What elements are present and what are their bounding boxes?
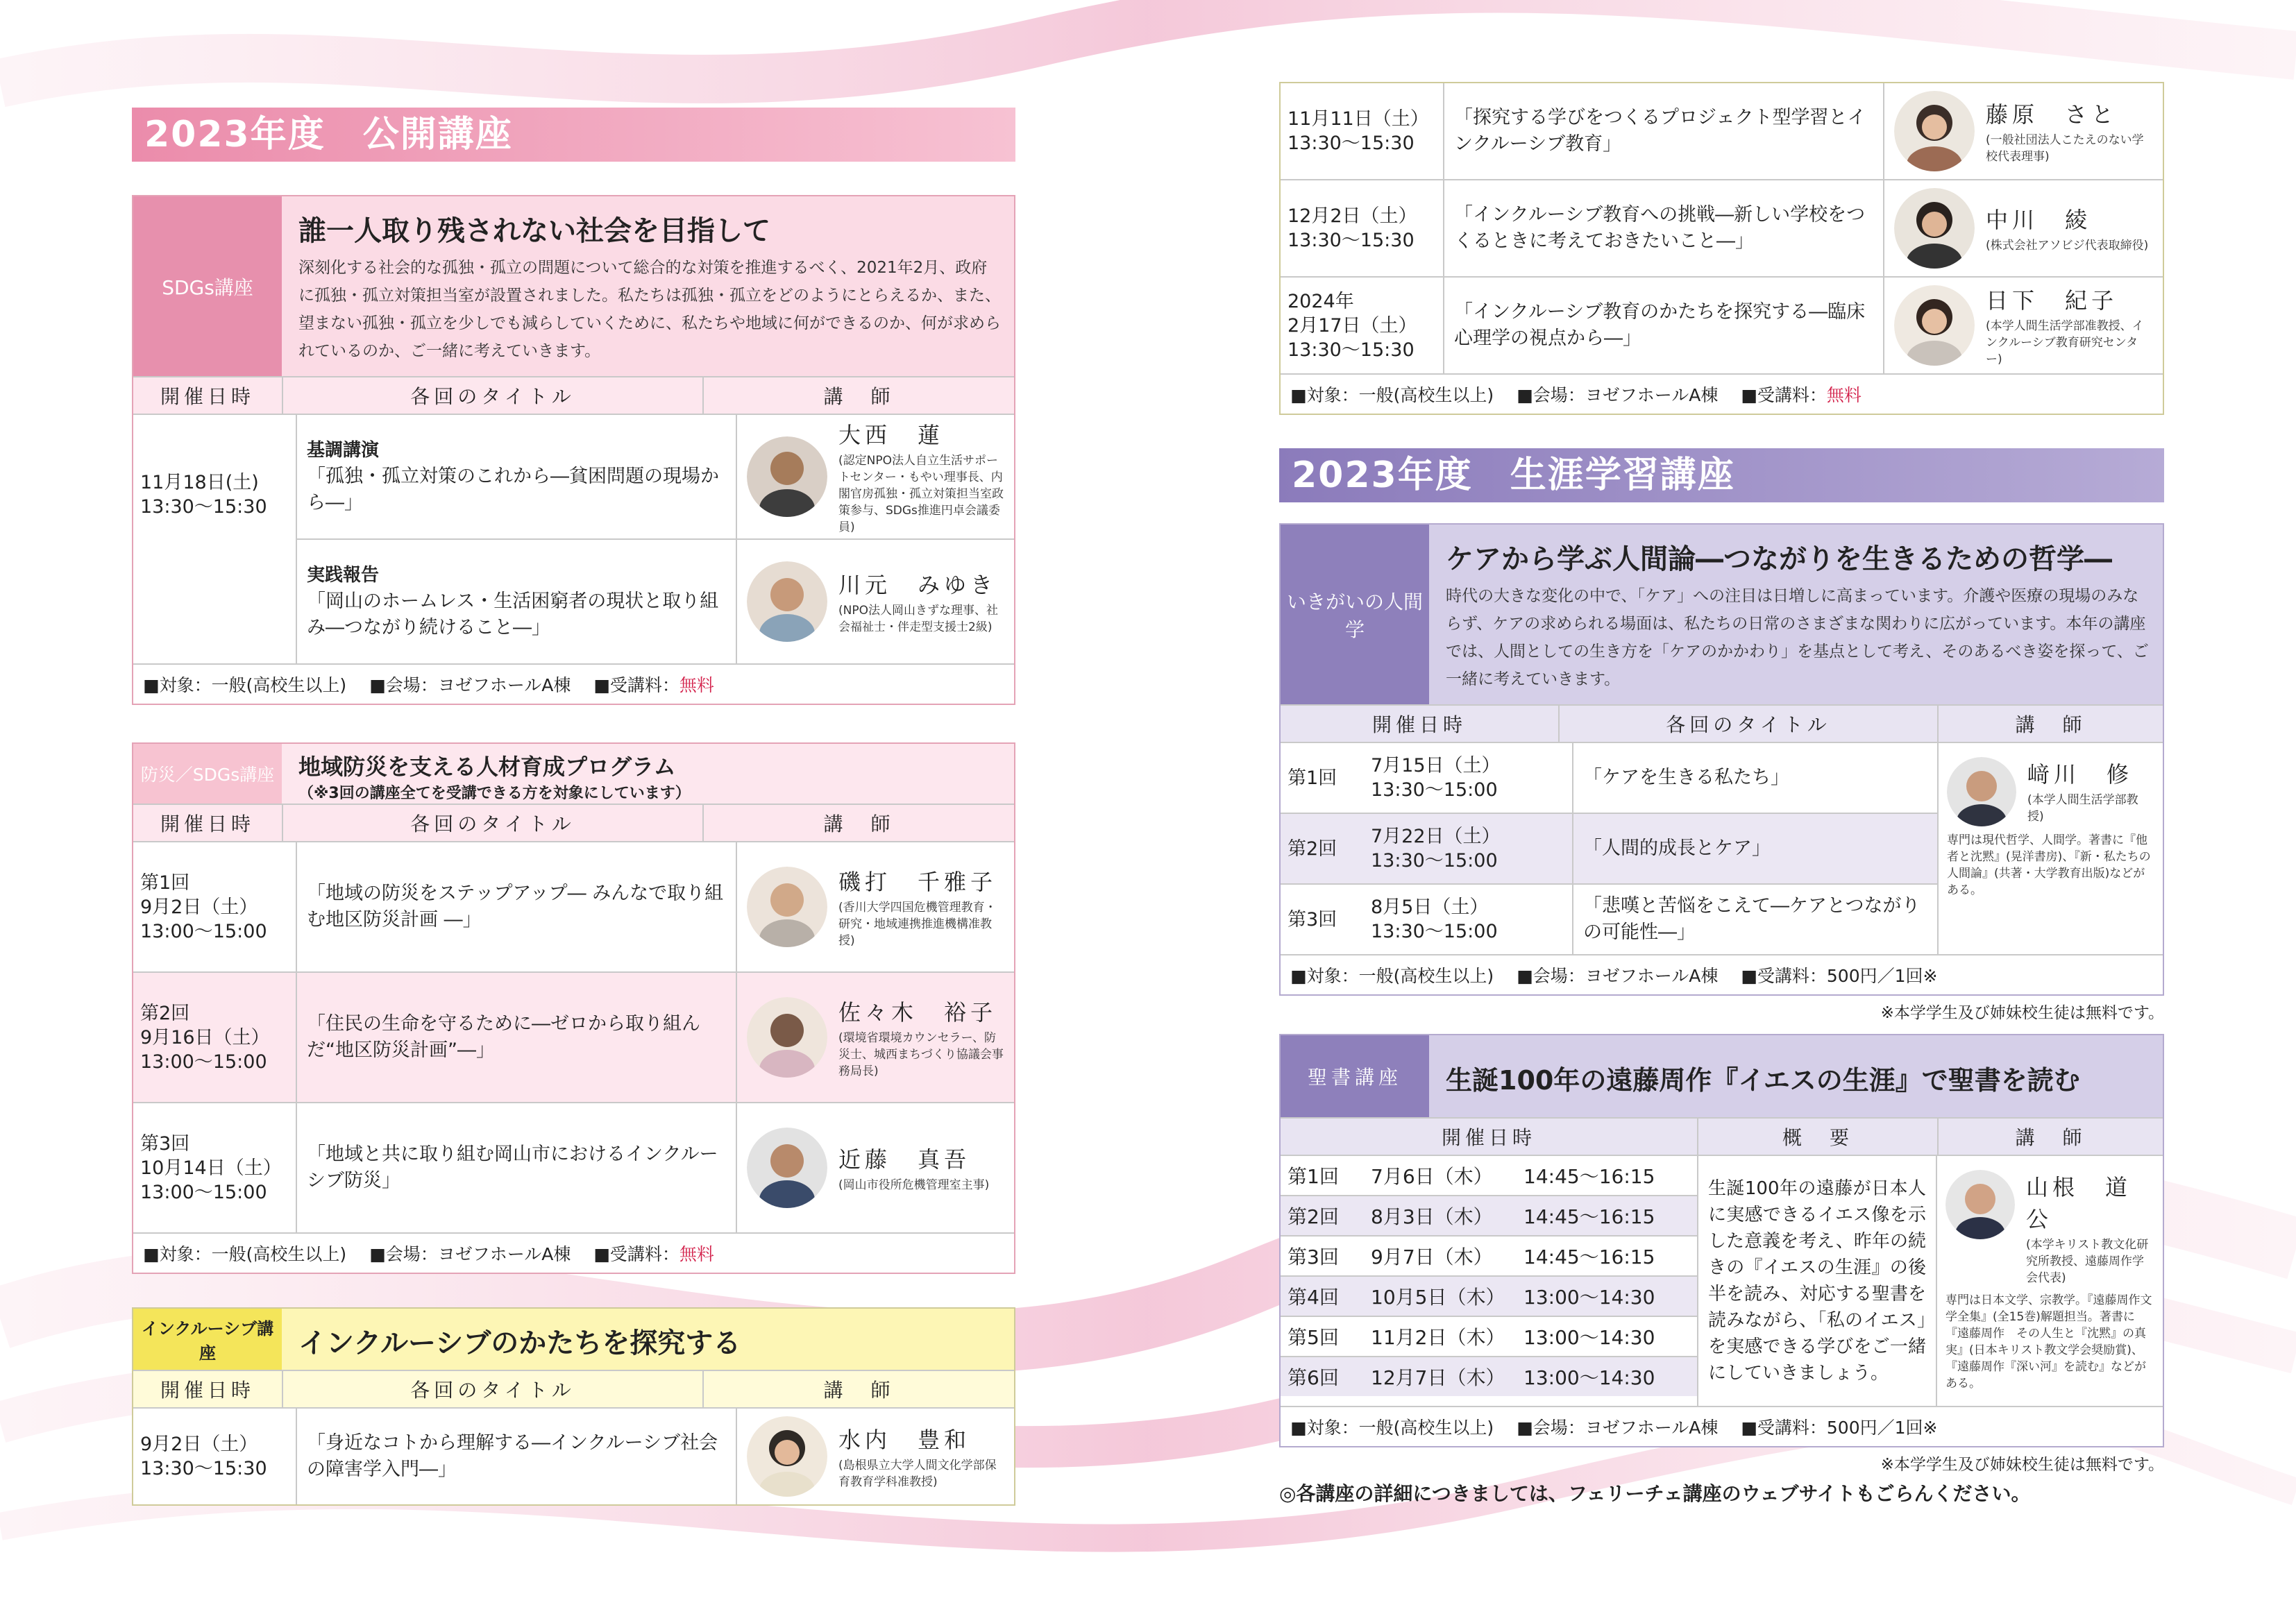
avatar [747, 1416, 827, 1497]
row-title: 「ケアを生きる私たち」 [1583, 767, 1789, 788]
row-title: 「岡山のホームレス・生活困窮者の現状と取り組み―つながり続けること―」 [307, 590, 719, 638]
fee-label: ■受講料： [593, 1244, 679, 1264]
avatar [1894, 91, 1975, 171]
table-row [133, 842, 1014, 973]
date-line: 9月2日（土） [140, 896, 258, 918]
avatar [1947, 757, 2016, 826]
lecturer-affiliation: (島根県立大学人間文化学部保育教育学科准教授) [838, 1459, 997, 1489]
bible-intro [1281, 1035, 2163, 1119]
sdgs-description: 深刻化する社会的な孤独・孤立の問題について総合的な対策を推進するべく、2021年2月、政府に孤独・孤立対策担当室が設置されました。私たちは孤独・孤立をどのようにとらえるか、また、望まない孤独・孤立を少しでも減らしていくために、私たちや地域に何ができるのか、何が求められているのか、ご一緒に考えていきます。 [298, 259, 1001, 360]
ikigai-footer [1281, 955, 2163, 994]
lecturer-name: 藤原 さと [1986, 101, 2118, 128]
sdgs-lecture-block [132, 195, 1015, 705]
row-title: 「地域と共に取り組む岡山市におけるインクルーシブ防災」 [307, 1144, 718, 1191]
date-line: 7月6日（木） [1371, 1165, 1493, 1188]
ikigai-lecturer [1937, 743, 2163, 954]
date-line: 12月2日（土） [1288, 205, 1417, 227]
table-row [1281, 814, 1937, 885]
header-lecturer: 講 師 [1937, 1119, 2163, 1155]
table-row [1281, 1317, 1697, 1357]
date-line: 8月5日（土） [1371, 897, 1489, 918]
time-line: 13:00〜15:00 [140, 1051, 267, 1073]
row-title: 「人間的成長とケア」 [1583, 838, 1771, 859]
header-lecturer: 講 師 [702, 805, 1014, 841]
time-line: 13:30〜15:00 [1371, 779, 1498, 801]
bible-table-header [1281, 1119, 2163, 1156]
target-info: ■対象：一般(高校生以上) [143, 675, 347, 695]
lecturer-affiliation: (香川大学四国危機管理教育・研究・地域連携推進機構准教授) [838, 901, 997, 948]
fee-info: ■受講料：500円／1回※ [1741, 966, 1938, 986]
bible-title: 生誕100年の遠藤周作『イエスの生涯』で聖書を読む [1446, 1065, 2080, 1096]
public-lecture-heading: 2023年度 公開講座 [132, 108, 1015, 162]
session-no: 第3回 [1288, 1246, 1339, 1268]
row-title: 「住民の生命を守るために―ゼロから取り組んだ“地区防災計画”―」 [307, 1013, 700, 1061]
inclusive-table-header [133, 1371, 1014, 1409]
header-title: 各回のタイトル [282, 805, 702, 841]
table-row [1281, 83, 2163, 180]
time-line: 13:00〜14:30 [1523, 1366, 1655, 1389]
lecturer-name: 磯打 千雅子 [838, 869, 997, 895]
lecturer-bio: 専門は現代哲学、人間学。著書に『他者と沈黙』(晃洋書房)、『新・私たちの人間論』(共著・大学教育出版)などがある。 [1947, 833, 2151, 897]
sdgs-tag: SDGs講座 [133, 196, 282, 376]
date-line: 12月7日（木） [1371, 1366, 1505, 1389]
session-no: 第1回 [1288, 1165, 1339, 1188]
date-line: 10月14日（土） [140, 1157, 282, 1179]
lecturer-name: 中川 綾 [1986, 207, 2092, 233]
venue-info: ■会場：ヨゼフホールA棟 [369, 1244, 571, 1264]
venue-info: ■会場：ヨゼフホールA棟 [1517, 966, 1719, 986]
header-date: 開催日時 [133, 377, 282, 414]
date-line: 7月15日（土） [1371, 755, 1501, 776]
sdgs-intro [133, 196, 1014, 377]
time-line: 13:00〜14:30 [1523, 1286, 1655, 1309]
date-line: 10月5日（木） [1371, 1286, 1505, 1309]
sdgs-table-header [133, 377, 1014, 415]
venue-info: ■会場：ヨゼフホールA棟 [1517, 1418, 1719, 1438]
header-date: 開催日時 [1281, 1119, 1697, 1155]
time-line: 13:00〜15:00 [140, 920, 267, 942]
table-row [1281, 743, 1937, 814]
year-line: 2024年 [1288, 290, 1354, 312]
date-line: 9月7日（木） [1371, 1246, 1493, 1268]
table-row [297, 415, 1014, 540]
date-line: 11月2日（木） [1371, 1326, 1505, 1349]
inclusive-continued-block [1279, 82, 2164, 415]
bible-summary: 生誕100年の遠藤が日本人に実感できるイエス像を示した意義を考え、昨年の続きの『イエスの生涯』の後半を読み、対応する聖書を読みながら、「私のイエス」を実感できる学びをご一緒にしていきましょう。 [1697, 1156, 1936, 1406]
row-label: 基調講演 [307, 440, 380, 461]
lecturer-name: 日下 紀子 [1986, 287, 2118, 314]
date-line: 9月2日（土） [140, 1434, 258, 1455]
time-line: 13:00〜14:30 [1523, 1326, 1655, 1349]
lecturer-name: 山根 道公 [2026, 1174, 2132, 1232]
lecturer-bio: 専門は日本文学、宗教学。『遠藤周作文学全集』(全15巻)解題担当。著書に『遠藤周作 その人生と『沈黙』の真実』(日本キリスト教文学会奨励賞)、『遠藤周作『深い河』を読む』などがある。 [1945, 1293, 2152, 1391]
inclusive-intro [133, 1309, 1014, 1371]
table-row [133, 973, 1014, 1103]
avatar [747, 1128, 827, 1208]
table-row [1281, 1196, 1697, 1237]
avatar [747, 561, 827, 642]
sdgs-date [133, 415, 296, 663]
session-no: 第1回 [1288, 767, 1337, 789]
lecturer-affiliation: (一般社団法人こたえのない学校代表理事) [1986, 133, 2144, 164]
header-date: 開催日時 [133, 805, 282, 841]
time-line: 14:45〜16:15 [1523, 1246, 1655, 1268]
row-title: 「探究する学びをつくるプロジェクト型学習とインクルーシブ教育」 [1454, 107, 1866, 155]
avatar [1945, 1170, 2015, 1239]
lecturer-name: 﨑川 修 [2027, 761, 2134, 788]
table-row [1281, 278, 2163, 375]
avatar [1894, 188, 1975, 269]
row-title: 「インクルーシブ教育のかたちを探究する―臨床心理学の視点から―」 [1454, 301, 1866, 349]
bible-lecture-block [1279, 1034, 2164, 1447]
inclusive-title: インクルーシブのかたちを探究する [298, 1327, 741, 1359]
target-info: ■対象：一般(高校生以上) [1290, 1418, 1494, 1438]
free-note: ※本学学生及び姉妹校生徒は無料です。 [1880, 1456, 2164, 1474]
fee-label: ■受講料： [1741, 385, 1827, 405]
inclusive-footer [1281, 375, 2163, 414]
sdgs-footer [133, 665, 1014, 704]
lecturer-name: 近藤 真吾 [838, 1146, 971, 1173]
row-title: 「身近なコトから理解する―インクルーシブ社会の障害学入門―」 [307, 1432, 718, 1480]
venue-info: ■会場：ヨゼフホールA棟 [1517, 385, 1719, 405]
time-line: 13:30〜15:30 [1288, 133, 1415, 154]
left-column [132, 108, 1015, 1506]
ikigai-lecture-block [1279, 523, 2164, 996]
lecturer-affiliation: (本学キリスト教文化研究所教授、遠藤周作学会代表) [2026, 1238, 2149, 1285]
target-info: ■対象：一般(高校生以上) [1290, 966, 1494, 986]
session-no: 第2回 [1288, 838, 1337, 860]
avatar [747, 997, 827, 1078]
fee-value: 無料 [679, 1244, 714, 1264]
fee-label: ■受講料： [593, 675, 679, 695]
table-row [1281, 1357, 1697, 1396]
table-row [1281, 1237, 1697, 1277]
ikigai-tag: いきがいの人間学 [1281, 525, 1429, 704]
fee-value: 無料 [1826, 385, 1862, 405]
venue-info: ■会場：ヨゼフホールA棟 [369, 675, 571, 695]
bousai-title: 地域防災を支える人材育成プログラム [298, 754, 676, 780]
header-lecturer: 講 師 [702, 377, 1014, 414]
bousai-table-header [133, 805, 1014, 842]
time-line: 13:30〜15:30 [1288, 339, 1415, 361]
inclusive-tag: インクルーシブ講座 [133, 1309, 282, 1370]
date-line: 7月22日（土） [1371, 826, 1501, 847]
session-no: 第5回 [1288, 1326, 1339, 1349]
session-no: 第2回 [140, 1002, 190, 1024]
ikigai-intro [1281, 525, 2163, 706]
time-line: 14:45〜16:15 [1523, 1205, 1655, 1228]
header-lecturer: 講 師 [702, 1371, 1014, 1407]
bible-tag: 聖書講座 [1281, 1035, 1429, 1117]
ikigai-title: ケアから学ぶ人間論―つながりを生きるための哲学― [1446, 543, 2112, 575]
target-info: ■対象：一般(高校生以上) [143, 1244, 347, 1264]
time-line: 14:45〜16:15 [1523, 1165, 1655, 1188]
table-row [1281, 1156, 1697, 1196]
session-no: 第6回 [1288, 1366, 1339, 1389]
header-title: 各回のタイトル [282, 1371, 702, 1407]
time-line: 13:30〜15:30 [140, 1458, 267, 1479]
table-row [297, 540, 1014, 663]
time-line: 13:00〜15:00 [140, 1181, 267, 1203]
session-no: 第3回 [140, 1132, 190, 1155]
lifelong-lecture-heading: 2023年度 生涯学習講座 [1279, 448, 2164, 502]
bible-lecturer [1936, 1156, 2163, 1406]
row-title: 「インクルーシブ教育への挑戦―新しい学校をつくるときに考えておきたいこと―」 [1454, 204, 1866, 252]
time-line: 13:30〜15:00 [1371, 850, 1498, 872]
lecturer-affiliation: (本学人間生活学部准教授、インクルーシブ教育研究センター) [1986, 319, 2144, 366]
session-no: 第4回 [1288, 1286, 1339, 1309]
date-line: 8月3日（木） [1371, 1205, 1493, 1228]
time-line: 13:30〜15:30 [140, 496, 267, 518]
session-no: 第2回 [1288, 1205, 1339, 1228]
header-summary: 概 要 [1697, 1119, 1937, 1155]
avatar [747, 436, 827, 517]
row-title: 「孤独・孤立対策のこれから―貧困問題の現場から―」 [307, 466, 719, 513]
lecturer-name: 佐々木 裕子 [838, 999, 997, 1026]
free-note: ※本学学生及び姉妹校生徒は無料です。 [1880, 1004, 2164, 1022]
row-label: 実践報告 [307, 565, 380, 586]
sdgs-title: 誰一人取り残されない社会を目指して [298, 215, 770, 247]
row-title: 「悲嘆と苦悩をこえて―ケアとつながりの可能性―」 [1583, 895, 1921, 943]
lecturer-name: 大西 蓮 [838, 422, 945, 448]
header-title: 各回のタイトル [1558, 706, 1937, 742]
header-lecturer: 講 師 [1937, 706, 2163, 742]
bousai-tag: 防災／SDGs講座 [133, 744, 282, 804]
date-line: 9月16日（土） [140, 1026, 270, 1048]
time-line: 13:30〜15:30 [1288, 230, 1415, 251]
bible-sessions [1281, 1156, 1697, 1406]
header-date: 開催日時 [1281, 706, 1558, 742]
lecturer-affiliation: (環境省環境カウンセラー、防災士、城西まちづくり協議会事務局長) [838, 1031, 1004, 1078]
target-info: ■対象：一般(高校生以上) [1290, 385, 1494, 405]
date-line: 11月18日(土) [140, 472, 259, 493]
date-line: 2月17日（土） [1288, 314, 1417, 337]
lecturer-affiliation: (本学人間生活学部教授) [2027, 793, 2138, 824]
table-row [133, 1409, 1014, 1504]
date-line: 11月11日（土） [1288, 108, 1429, 130]
lecturer-affiliation: (岡山市役所危機管理室主事) [838, 1178, 990, 1192]
lecturer-affiliation: (NPO法人岡山きずな理事、社会福祉士・伴走型支援士2級) [838, 604, 998, 634]
lecturer-name: 水内 豊和 [838, 1427, 971, 1453]
bible-footer [1281, 1407, 2163, 1446]
row-title: 「地域の防災をステップアップ― みんなで取り組む地区防災計画 ―」 [307, 883, 724, 931]
ikigai-description: 時代の大きな変化の中で、「ケア」への注目は日増しに高まっています。介護や医療の現場のみならず、ケアの求められる場面は、私たちの日常のさまざまな関わりに広がっています。本年の講座では、人間としての生き方を「ケアのかかわり」を基点として考え、そのあるべき姿を探って、ご一緒に考えていきます。 [1446, 587, 2149, 688]
bousai-lecture-block [132, 742, 1015, 1274]
time-line: 13:30〜15:00 [1371, 921, 1498, 942]
fee-value: 無料 [679, 675, 714, 695]
bousai-subtitle: （※3回の講座全てを受講できる方を対象にしています） [298, 785, 691, 802]
table-row [1281, 885, 1937, 954]
website-notice: ◎各講座の詳細につきましては、フェリーチェ講座のウェブサイトもごらんください。 [1279, 1482, 2031, 1505]
header-date: 開催日時 [133, 1371, 282, 1407]
session-no: 第3回 [1288, 908, 1337, 931]
fee-info: ■受講料：500円／1回※ [1741, 1418, 1938, 1438]
lecturer-affiliation: (認定NPO法人自立生活サポートセンター・もやい理事長、内閣官房孤独・孤立対策担当室政策参与、SDGs推進円卓会議委員) [838, 454, 1004, 534]
ikigai-table-header [1281, 706, 2163, 743]
session-no: 第1回 [140, 872, 190, 894]
bousai-intro [133, 744, 1014, 805]
right-column [1279, 82, 2164, 1506]
inclusive-lecture-block [132, 1307, 1015, 1506]
lecturer-name: 川元 みゆき [838, 572, 997, 598]
lecturer-affiliation: (株式会社アソビジ代表取締役) [1986, 239, 2149, 253]
avatar [1894, 285, 1975, 366]
avatar [747, 867, 827, 947]
table-row [1281, 180, 2163, 278]
header-title: 各回のタイトル [282, 377, 702, 414]
table-row [1281, 1277, 1697, 1317]
table-row [133, 1103, 1014, 1234]
bousai-footer [133, 1234, 1014, 1273]
